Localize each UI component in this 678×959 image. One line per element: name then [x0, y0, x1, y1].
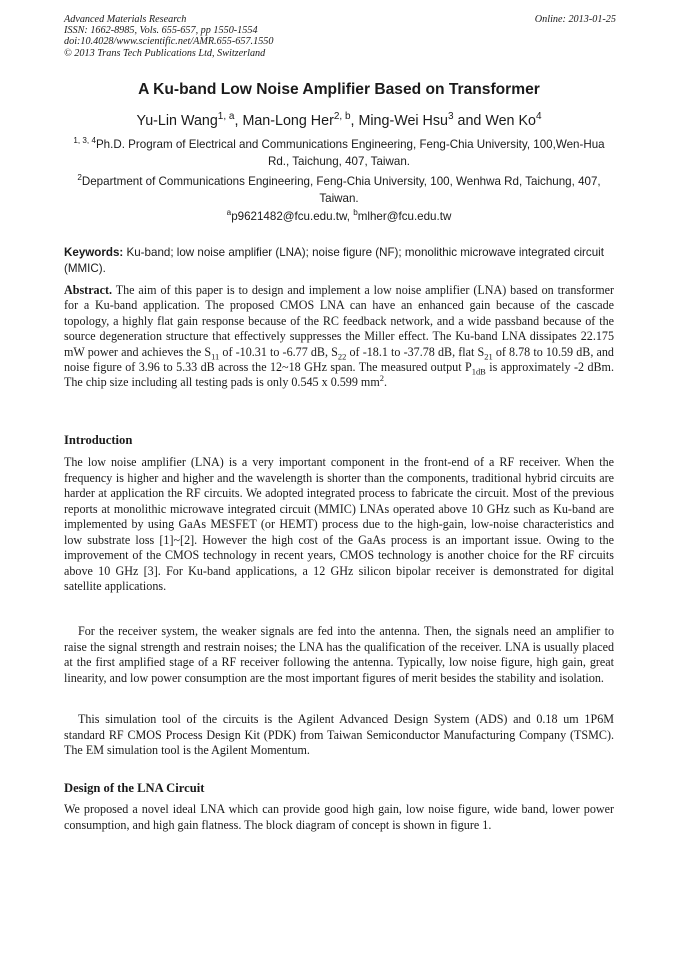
abstract-text: The aim of this paper is to design and implement a low noise amplifier (LNA) based on transformer for a Ku-band application. The proposed CMOS LNA can have an enhanced gain because of the cascade topology, a highly flat gain response because of the RC feedback network, and a wide passband because of the source degeneration structure that effectively suppresses the Miller effect. The Ku-band LNA dissipates 22.175 mW power and achieves the S [64, 283, 614, 359]
affiliation-1 [64, 137, 614, 170]
email-mark: b [353, 208, 358, 218]
abstract-label: Abstract. [64, 283, 113, 297]
author-name: Yu-Lin Wang [136, 113, 218, 129]
online-date: Online: 2013-01-25 [534, 14, 616, 25]
affiliation-text: Department of Communications Engineering, Feng-Chia University, 100, Wenhwa Rd, Taichung, 407, Taiwan. [81, 175, 601, 205]
keywords-text: Ku-band; low noise amplifier (LNA); noise figure (NF); monolithic microwave integrated circuit (MMIC). [64, 246, 604, 275]
abstract-text: of -10.31 to -6.77 dB, S [219, 344, 338, 359]
email-address: p9621482@fcu.edu.tw [231, 210, 347, 223]
keywords [64, 245, 614, 276]
doi-line: doi:10.4028/www.scientific.net/AMR.655-657.1550 [64, 36, 274, 48]
affiliation-2 [64, 174, 614, 207]
affiliation-mark: 1, 3, 4 [73, 136, 96, 146]
email-separator: , [346, 210, 354, 223]
author-affiliation-mark: 3 [447, 111, 454, 123]
abstract-text: of 8.78 to 10.59 dB, and noise figure of 3.96 to 5.33 dB across the 12~18 GHz span. The measured output P [64, 344, 614, 375]
author-name: Man-Long Her [242, 113, 334, 129]
author-separator: and [453, 113, 486, 129]
paragraph: We proposed a novel ideal LNA which can provide good high gain, low noise figure, wide band, lower power consumption, and high gain flatness. The block diagram of concept is shown in figure 1. [64, 802, 614, 832]
email-address: mlher@fcu.edu.tw [357, 210, 452, 223]
subscript: 21 [484, 351, 493, 362]
abstract-text: . [383, 375, 388, 390]
subscript: 1dB [471, 366, 486, 377]
author-affiliation-mark: 1, a [217, 111, 235, 123]
author-affiliation-mark: 2, b [333, 111, 351, 123]
email-line [64, 209, 614, 225]
journal-header [64, 14, 616, 59]
superscript: 2 [379, 373, 384, 384]
paragraph: For the receiver system, the weaker signals are fed into the antenna. Then, the signals need an amplifier to raise the signal strength and restrain noises; the LNA has the qualification of the receiver. LNA is usually placed at the first amplified stage of a RF receiver following the antenna. Typically, low noise figure, high gain, great linearity, and low power consumption are the most important figures of merit besides the stability and isolation. [64, 624, 614, 685]
issn-line: ISSN: 1662-8985, Vols. 655-657, pp 1550-1554 [64, 25, 258, 37]
paragraph: This simulation tool of the circuits is the Agilent Advanced Design System (ADS) and 0.18 um 1P6M standard RF CMOS Process Design Kit (PDK) from Taiwan Semiconductor Manufacturing Company (TSMC). The EM simulation tool is the Agilent Momentum. [64, 712, 614, 757]
abstract-text: is approximately -2 dBm. The chip size including all testing pads is only 0.545 x 0.599 mm [64, 360, 614, 390]
author-affiliation-mark: 4 [535, 111, 542, 123]
section-heading-introduction: Introduction [64, 433, 133, 447]
author-separator: , [350, 113, 359, 129]
section-heading-design: Design of the LNA Circuit [64, 781, 205, 795]
abstract-text: of -18.1 to -37.78 dB, flat S [346, 344, 485, 359]
subscript: 11 [211, 351, 220, 362]
subscript: 22 [337, 351, 347, 362]
copyright-line: © 2013 Trans Tech Publications Ltd, Switzerland [64, 47, 266, 59]
affiliation-mark: 2 [77, 173, 82, 183]
keywords-label: Keywords: [64, 246, 124, 259]
author-list [64, 110, 614, 132]
affiliation-text: Ph.D. Program of Electrical and Communications Engineering, Feng-Chia University, 100,Wen-Hua Rd., Taichung, 407, Taiwan. [95, 138, 605, 168]
abstract [64, 283, 614, 391]
author-name: Wen Ko [485, 113, 536, 129]
paper-title: A Ku-band Low Noise Amplifier Based on Transformer [138, 81, 540, 98]
author-name: Ming-Wei Hsu [358, 113, 448, 129]
paragraph: The low noise amplifier (LNA) is a very important component in the front-end of a RF receiver. When the frequency is higher and higher and the wavelength is shorter than the components, traditional hybrid circuits are harder at application the RF circuits. We adopted integrated process to fabricate the circuit. Most of the previous reports at monolithic microwave integrated circuit (MMIC) LNAs operated above 10 GHz such as Ku-band are implemented by using GaAs MESFET (or HEMT) process due to the high-gain, low-noise characteristics and low substrate loss [1]~[2]. However the high cost of the GaAs process is an important issue. Owing to the improvement of the CMOS technology in recent years, CMOS technology is another choice for the RF circuits above 10 GHz [3]. For Ku-band applications, a 12 GHz silicon bipolar receiver is demonstrated for digital satellite applications. [64, 455, 614, 593]
email-mark: a [226, 208, 232, 218]
author-separator: , [234, 113, 243, 129]
journal-name: Advanced Materials Research [64, 14, 187, 25]
